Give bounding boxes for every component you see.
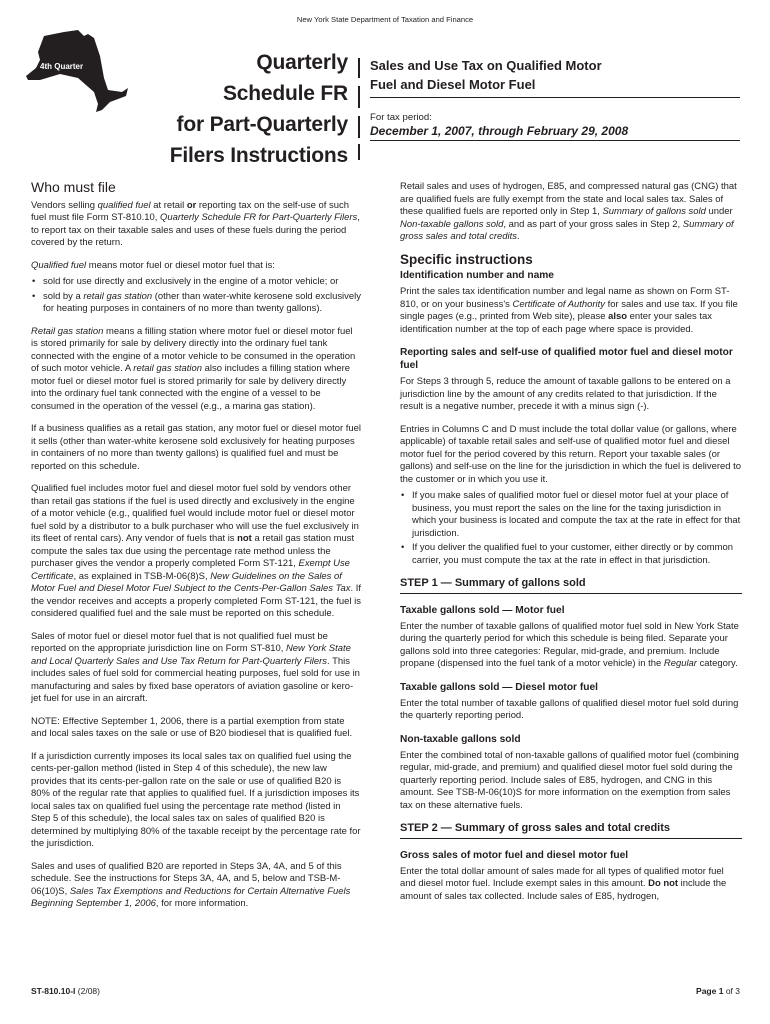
subheading: Gross sales of motor fuel and diesel motor fuel	[400, 849, 629, 861]
text: Sales and uses of qualified B20 are reported in Steps 3A, 4A, and 5 of this schedule. See the instructions for Steps 3A, 4A, and 5, below and TSB-M-06(10)S,	[31, 860, 342, 897]
paragraph: NOTE: Effective September 1, 2006, there is a partial exemption from state and local sales taxes on the sale or use of B20 biodiesel that is qualified fuel.	[31, 715, 353, 739]
subtitle-line: Sales and Use Tax on Qualified Motor	[370, 58, 602, 73]
title-line: Schedule FR	[223, 82, 348, 105]
paragraph: Enter the total number of taxable gallons of qualified diesel motor fuel sold during the quarterly reporting period.	[400, 697, 739, 721]
subtitle-line: Fuel and Diesel Motor Fuel	[370, 77, 536, 92]
quarter-badge: 4th Quarter	[40, 62, 84, 71]
paragraph	[400, 621, 742, 671]
text: , to report tax on their taxable sales and uses of these fuels during the period covered by the return.	[31, 212, 360, 248]
step-title: Non-taxable gallons sold	[400, 218, 504, 230]
subheading: Reporting sales and self-use of qualified motor fuel and diesel motor fuel	[400, 347, 733, 371]
paragraph	[400, 866, 742, 904]
title-divider	[358, 116, 360, 138]
text: under	[705, 206, 733, 217]
title-line: Quarterly	[256, 51, 348, 74]
text: means motor fuel or diesel motor fuel that is:	[86, 259, 275, 271]
step-1-heading: STEP 1 — Summary of gallons sold	[400, 577, 742, 594]
publication-title: Sales Tax Exemptions and Reductions for Certain Alternative Fuels Beginning September 1, 2006	[31, 885, 351, 909]
new-york-state-map-icon	[26, 30, 130, 114]
text: include the amount of sales tax collected. Include sales of E85, hydrogen,	[400, 878, 727, 902]
document-subtitle	[370, 56, 740, 94]
paragraph	[31, 200, 361, 250]
text: .	[516, 231, 520, 242]
page-label: Page	[696, 986, 719, 996]
text: Retail sales and uses of hydrogen, E85, and compressed natural gas (CNG) that are qualified fuels are fully exempt from the state and local sales tax. Sales of these qualified fuels are reported only in Step 1,	[400, 181, 737, 217]
paragraph	[31, 326, 361, 414]
right-column	[400, 181, 742, 913]
form-identifier	[31, 986, 100, 996]
text: for sales and use tax. If you file single pages (e.g., printed from Web site), please	[400, 298, 738, 322]
text: . If the vendor receives and accepts a properly completed Form ST-121, the fuel is considered qualified fuel and the sale must be reported on this schedule.	[31, 583, 361, 619]
paragraph: If a business qualifies as a retail gas station, any motor fuel or diesel motor fuel it sells (other than water-white kerosene sold exclusively for heating purposes in containers of no more than twenty gallons) is qualified fuel and must be reported on this schedule.	[31, 423, 361, 472]
form-title: New York State and Local Quarterly Sales and Use Tax Return for Part-Quarterly Filers	[31, 643, 351, 667]
paragraph	[400, 181, 742, 244]
step-title: Summary of gallons sold	[602, 206, 706, 217]
term: Regular	[663, 658, 697, 669]
publication-title: New Guidelines on the Sales of Motor Fuel and Diesel Motor Fuel Subject to the Cents-Per-Gallon Sales Tax	[31, 570, 351, 594]
form-id: ST-810.10-I	[31, 986, 76, 996]
text: means a filling station where motor fuel or diesel motor fuel is stored primarily for sale by delivery directly into the ordinary fuel tank connected with the engine of a motor vehicle to be consumed in the operation of such motor vehicle. A	[31, 325, 356, 374]
text: at retail	[150, 199, 187, 211]
page-current: 1	[718, 986, 724, 996]
agency-name: New York State Department of Taxation and Finance	[296, 15, 474, 24]
paragraph: For Steps 3 through 5, reduce the amount of taxable gallons to be entered on a jurisdiction line by the amount of any credits related to that jurisdiction. If the result is a negative number, precede it with a minus sign (-).	[400, 376, 731, 412]
title-divider	[358, 58, 360, 78]
text: category.	[696, 658, 738, 669]
document-title	[170, 47, 348, 171]
emphasis: or	[186, 199, 197, 211]
text: enter your sales tax identification number at the top of each page where space is provided.	[400, 311, 712, 335]
paragraph	[31, 260, 361, 273]
paragraph: If a jurisdiction currently imposes its local sales tax on qualified fuel using the cents-per-gallon method (listed in Step 4 of this schedule), the new law provides that its cents-per-gallon rate on the sale or use of qualified B20 is 80% of the regular rate that applies to qualified fuel. If a jurisdiction imposes its local sales tax on qualified fuel using the percentage rate method (listed in Step 5 of this schedule), the local sales tax on sales of qualified B20 is determined by multiplying 80% of the taxable receipt by the percentage rate for the jurisdiction.	[31, 750, 361, 849]
period-rule	[370, 140, 740, 141]
term: retail gas station	[133, 363, 203, 374]
text: Enter the total dollar amount of sales made for all types of qualified motor fuel and diesel motor fuel. Include exempt sales in this amount.	[400, 865, 724, 889]
text: Print the sales tax identification number and legal name as shown on Form ST-810, or on your business's	[400, 286, 730, 310]
list-item: • If you deliver the qualified fuel to your customer, either directly or by common carrier, you must compute the tax at the rate in effect in that jurisdiction.	[412, 542, 742, 567]
term: retail gas station	[83, 290, 153, 302]
emphasis: Do not	[648, 878, 679, 889]
section-heading-who-must-file: Who must file	[31, 179, 116, 195]
text: also includes a filling station where motor fuel or diesel motor fuel is stored primarily for sale by delivery directly into the ordinary fuel tank connected with the engine of a vessel to be consumed in the operation of the vessel (e.g., a marina gas station).	[31, 363, 350, 412]
form-title: Exempt Use Certificate	[31, 558, 350, 582]
term: qualified fuel	[97, 199, 151, 211]
document-title-ref: Certificate of Authority	[512, 298, 605, 310]
text: . This includes sales of fuel sold for commercial heating purposes, fuel sold for use in manufacturing and sales by fixed base operators of aviation gasoline or kero-jet fuel for use in an aircraft.	[31, 655, 360, 704]
emphasis: also	[608, 311, 627, 322]
subheading: Identification number and name	[400, 270, 554, 281]
title-divider	[358, 144, 360, 160]
section-heading-specific-instructions: Specific instructions	[400, 251, 533, 267]
step-title: Summary of gross sales and total credits	[400, 218, 734, 242]
text: sold by a	[43, 290, 84, 302]
title-line: for Part-Quarterly	[176, 113, 348, 136]
paragraph	[31, 861, 361, 911]
tax-period-label: For tax period:	[370, 112, 432, 123]
term: Retail gas station	[31, 325, 104, 337]
text: Enter the number of taxable gallons of qualified motor fuel sold in New York State during the quarterly period for which this schedule is being filed. Separate your gallons sold into three categories: Regular, mid-grade, and premium. Include propane (dispensed into the fuel tank of a motor vehicle) in the	[400, 620, 739, 669]
list-item: • sold for use directly and exclusively in the engine of a motor vehicle; or	[43, 276, 361, 289]
emphasis: not	[237, 533, 252, 544]
subheading: Non-taxable gallons sold	[400, 733, 521, 745]
paragraph: Entries in Columns C and D must include the total dollar value (or gallons, where applicable) of taxable retail sales and self-use of qualified motor fuel and diesel motor fuel for the period covered by this return. Report your taxable sales (or gallons) and self-use on the line for the jurisdiction in which the fuel is delivered to the customer or in which you use it.	[400, 423, 741, 485]
form-date: (2/08)	[75, 986, 100, 996]
text: Vendors selling	[31, 199, 98, 211]
list-item	[43, 291, 361, 316]
text: , as explained in TSB-M-06(8)S,	[73, 570, 211, 582]
page-total: of 3	[723, 986, 740, 996]
term: Qualified fuel	[31, 259, 87, 271]
text: (other than water-white kerosene sold exclusively for heating purposes in containers of no more than twenty gallons).	[43, 290, 361, 314]
text: Qualified fuel includes motor fuel and diesel motor fuel sold by vendors other than retail gas stations if the fuel is used directly and exclusively in the engine of a motor vehicle (e.g., qualified fuel would include motor fuel or diesel motor fuel sold by a distributor to a bulk purchaser who will use the fuel exclusively in its fleet of rental cars). Any vendor of fuels that is	[31, 483, 359, 544]
text: , for more information.	[155, 898, 249, 909]
list-item: • If you make sales of qualified motor fuel or diesel motor fuel at your place of business, you must report the sales on the line for the taxing jurisdiction in which your business is located and compute the tax at the rate in effect for that jurisdiction.	[412, 490, 742, 540]
bullet-list	[31, 276, 361, 316]
bullet-list	[400, 490, 742, 567]
text: , and as part of your gross sales in Step 2,	[503, 218, 683, 230]
paragraph	[31, 631, 361, 706]
text: a retail gas station must compute the sales tax due using the percentage rate method unless the purchaser gives the vendor a properly completed Form ST-121,	[31, 533, 355, 569]
subtitle-rule	[370, 97, 740, 98]
subheading: Taxable gallons sold — Diesel motor fuel	[400, 681, 598, 693]
paragraph: Enter the combined total of non-taxable gallons of qualified motor fuel (combining regular, mid-grade, and premium) and qualified diesel motor fuel sold during the quarterly reporting period. Include sales of E85, hydrogen, and CNG in this amount. See TSB-M-06(10)S for more information on the exemption from sales tax on these alternative fuels.	[400, 749, 739, 811]
text: Sales of motor fuel or diesel motor fuel that is not qualified fuel must be reported on the appropriate jurisdiction line on Form ST-810,	[31, 630, 328, 654]
page-number	[640, 986, 740, 996]
form-title: Quarterly Schedule FR for Part-Quarterly Filers	[160, 212, 358, 223]
tax-period: December 1, 2007, through February 29, 2008	[370, 124, 629, 138]
paragraph	[400, 286, 742, 336]
title-divider	[358, 86, 360, 108]
paragraph	[31, 483, 361, 621]
step-2-heading: STEP 2 — Summary of gross sales and total credits	[400, 822, 742, 839]
text: reporting tax on the self-use of such fuel must file Form ST-810.10,	[31, 199, 349, 223]
subheading: Taxable gallons sold — Motor fuel	[400, 604, 565, 616]
title-line: Filers Instructions	[169, 144, 348, 167]
left-column	[31, 181, 361, 921]
